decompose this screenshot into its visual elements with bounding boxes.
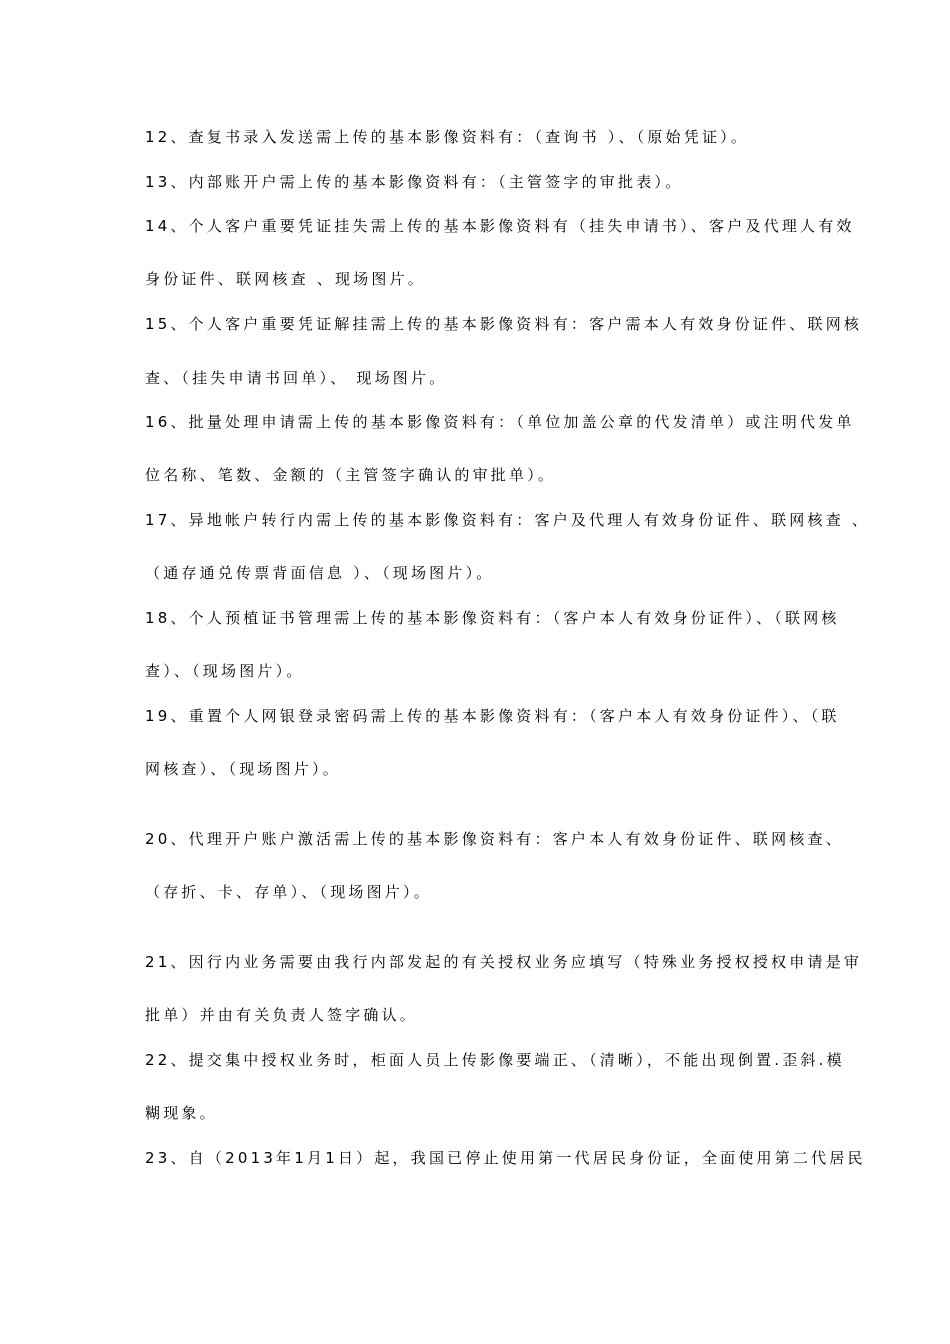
text-line: 糊现象。 [145,1104,218,1122]
text-line: 20、代理开户账户激活需上传的基本影像资料有：客户本人有效身份证件、联网核查、 [145,830,844,848]
text-line: 19、重置个人网银登录密码需上传的基本影像资料有：（客户本人有效身份证件）、（联 [145,707,840,725]
text-line: 18、个人预植证书管理需上传的基本影像资料有：（客户本人有效身份证件）、（联网核 [145,609,840,627]
text-line: 身份证件、联网核查 、现场图片。 [145,270,426,288]
text-line: 15、个人客户重要凭证解挂需上传的基本影像资料有：客户需本人有效身份证件、联网核 [145,315,863,333]
text-line: 查、（挂失申请书回单）、 现场图片。 [145,369,448,387]
text-line: 23、自（2013年1月1日）起，我国已停止使用第一代居民身份证，全面使用第二代居民 [145,1149,866,1167]
text-line: （存折、卡、存单）、（现场图片）。 [145,883,432,901]
text-line: 16、批量处理申请需上传的基本影像资料有：（单位加盖公章的代发清单）或注明代发单 [145,413,855,431]
text-line: 14、个人客户重要凭证挂失需上传的基本影像资料有（挂失申请书）、客户及代理人有效 [145,217,855,235]
text-line: （通存通兑传票背面信息 ）、（现场图片）。 [145,564,495,582]
text-line: 13、内部账开户需上传的基本影像资料有：（主管签字的审批表）。 [145,173,684,191]
text-line: 位名称、笔数、金额的（主管签字确认的审批单）。 [145,466,557,484]
text-line: 12、查复书录入发送需上传的基本影像资料有：（查询书 ）、（原始凭证）。 [145,128,750,146]
text-line: 网核查）、（现场图片）。 [145,760,341,778]
text-line: 查）、（现场图片）。 [145,662,305,680]
text-line: 22、提交集中授权业务时，柜面人员上传影像要端正、（清晰），不能出现倒置.歪斜.模 [145,1051,845,1069]
text-line: 17、异地帐户转行内需上传的基本影像资料有：客户及代理人有效身份证件、联网核查 、 [145,511,871,529]
text-line: 21、因行内业务需要由我行内部发起的有关授权业务应填写（特殊业务授权授权申请是审 [145,953,863,971]
text-line: 批单）并由有关负责人签字确认。 [145,1006,419,1024]
